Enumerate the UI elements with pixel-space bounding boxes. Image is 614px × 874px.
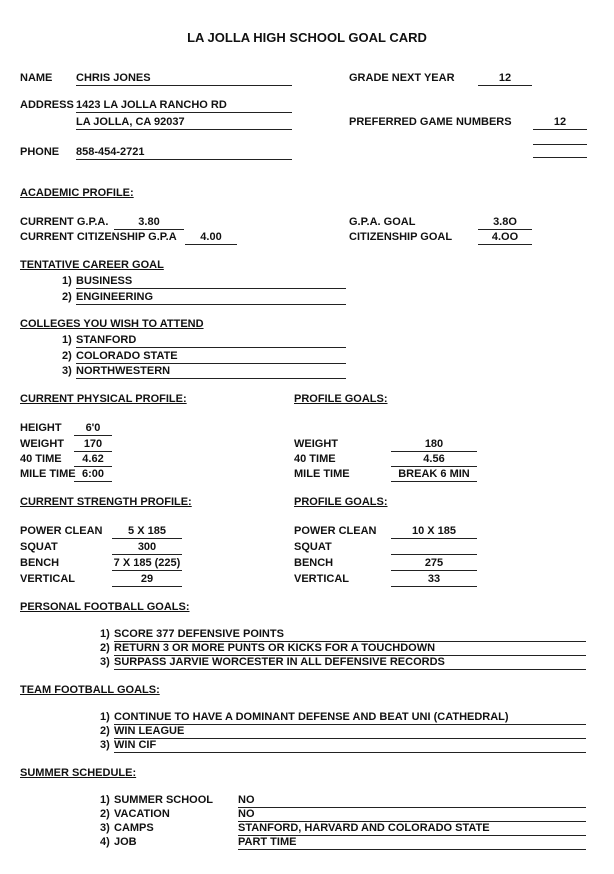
gpa-goal-label: G.P.A. GOAL — [349, 216, 416, 228]
personal-goal-2: RETURN 3 OR MORE PUNTS OR KICKS FOR A TOUCHDOWN — [114, 642, 586, 656]
squat-goal-label: SQUAT — [294, 541, 332, 553]
forty-time-value: 4.62 — [74, 453, 112, 467]
vacation-label: VACATION — [114, 808, 170, 820]
address-label: ADDRESS — [20, 99, 74, 111]
mile-time-goal-value: BREAK 6 MIN — [391, 468, 477, 482]
squat-label: SQUAT — [20, 541, 58, 553]
bench-goal-label: BENCH — [294, 557, 334, 569]
list-item-number: 3) — [100, 739, 110, 751]
team-goal-2: WIN LEAGUE — [114, 725, 586, 739]
weight-goal-value: 180 — [391, 438, 477, 452]
weight-label: WEIGHT — [20, 438, 64, 450]
height-value: 6'0 — [74, 422, 112, 436]
bench-label: BENCH — [20, 557, 60, 569]
physical-goals-heading: PROFILE GOALS: — [294, 393, 388, 405]
summer-school-value: NO — [238, 794, 586, 808]
page-title: LA JOLLA HIGH SCHOOL GOAL CARD — [187, 30, 427, 45]
vertical-value: 29 — [112, 573, 182, 587]
mile-time-goal-label: MILE TIME — [294, 468, 350, 480]
name-label: NAME — [20, 72, 53, 84]
career-goal-1: BUSINESS — [76, 275, 346, 289]
bench-value: 7 X 185 (225) — [113, 557, 181, 569]
address-line1: 1423 LA JOLLA RANCHO RD — [76, 99, 292, 113]
strength-goals-heading: PROFILE GOALS: — [294, 496, 388, 508]
mile-time-value: 6:00 — [74, 468, 112, 482]
list-item-number: 2) — [100, 642, 110, 654]
list-item-number: 2) — [100, 808, 110, 820]
bench-goal-value: 275 — [391, 557, 477, 571]
list-item-number: 3) — [62, 365, 72, 377]
physical-heading: CURRENT PHYSICAL PROFILE: — [20, 393, 187, 405]
name-value: CHRIS JONES — [76, 72, 292, 86]
power-clean-value: 5 X 185 — [112, 525, 182, 539]
personal-goal-3: SURPASS JARVIE WORCESTER IN ALL DEFENSIVE RECORDS — [114, 656, 586, 670]
summer-school-label: SUMMER SCHOOL — [114, 794, 213, 806]
game-numbers-label: PREFERRED GAME NUMBERS — [349, 116, 512, 128]
strength-heading: CURRENT STRENGTH PROFILE: — [20, 496, 192, 508]
forty-time-goal-label: 40 TIME — [294, 453, 336, 465]
list-item-number: 1) — [62, 275, 72, 287]
game-numbers-value: 12 — [533, 116, 587, 130]
mile-time-label: MILE TIME — [20, 468, 76, 480]
personal-goal-1: SCORE 377 DEFENSIVE POINTS — [114, 628, 586, 642]
list-item-number: 2) — [62, 350, 72, 362]
power-clean-goal-value: 10 X 185 — [391, 525, 477, 539]
colleges-heading: COLLEGES YOU WISH TO ATTEND — [20, 318, 204, 330]
camps-label: CAMPS — [114, 822, 154, 834]
citizenship-label: CURRENT CITIZENSHIP G.P.A — [20, 231, 177, 243]
list-item-number: 2) — [100, 725, 110, 737]
weight-goal-label: WEIGHT — [294, 438, 338, 450]
job-value: PART TIME — [238, 836, 586, 850]
gpa-value: 3.80 — [114, 216, 184, 230]
team-goals-heading: TEAM FOOTBALL GOALS: — [20, 684, 160, 696]
gpa-label: CURRENT G.P.A. — [20, 216, 109, 228]
list-item-number: 1) — [100, 628, 110, 640]
squat-goal-value — [391, 541, 477, 555]
game-numbers-blank-line — [533, 157, 587, 158]
list-item-number: 1) — [100, 794, 110, 806]
college-3: NORTHWESTERN — [76, 365, 346, 379]
vertical-goal-label: VERTICAL — [294, 573, 349, 585]
squat-value: 300 — [112, 541, 182, 555]
summer-heading: SUMMER SCHEDULE: — [20, 767, 137, 779]
grade-value: 12 — [478, 72, 532, 86]
citizenship-goal-label: CITIZENSHIP GOAL — [349, 231, 453, 243]
vertical-label: VERTICAL — [20, 573, 75, 585]
forty-time-goal-value: 4.56 — [391, 453, 477, 467]
list-item-number: 2) — [62, 291, 72, 303]
power-clean-goal-label: POWER CLEAN — [294, 525, 377, 537]
college-2: COLORADO STATE — [76, 350, 346, 364]
team-goal-1: CONTINUE TO HAVE A DOMINANT DEFENSE AND BEAT UNI (CATHEDRAL) — [114, 711, 586, 725]
list-item-number: 3) — [100, 656, 110, 668]
weight-value: 170 — [74, 438, 112, 452]
address-line2: LA JOLLA, CA 92037 — [76, 116, 292, 130]
gpa-goal-value: 3.8O — [478, 216, 532, 230]
vertical-goal-value: 33 — [391, 573, 477, 587]
grade-label: GRADE NEXT YEAR — [349, 72, 455, 84]
team-goal-3: WIN CIF — [114, 739, 586, 753]
citizenship-value: 4.00 — [185, 231, 237, 245]
game-numbers-blank-line — [533, 144, 587, 145]
camps-value: STANFORD, HARVARD AND COLORADO STATE — [238, 822, 586, 836]
career-goal-2: ENGINEERING — [76, 291, 346, 305]
list-item-number: 1) — [62, 334, 72, 346]
career-heading: TENTATIVE CAREER GOAL — [20, 259, 164, 271]
phone-value: 858-454-2721 — [76, 146, 292, 160]
forty-time-label: 40 TIME — [20, 453, 62, 465]
list-item-number: 1) — [100, 711, 110, 723]
vacation-value: NO — [238, 808, 586, 822]
phone-label: PHONE — [20, 146, 60, 158]
academic-heading: ACADEMIC PROFILE: — [20, 187, 134, 199]
college-1: STANFORD — [76, 334, 346, 348]
power-clean-label: POWER CLEAN — [20, 525, 103, 537]
list-item-number: 3) — [100, 822, 110, 834]
citizenship-goal-value: 4.OO — [478, 231, 532, 245]
height-label: HEIGHT — [20, 422, 62, 434]
job-label: JOB — [114, 836, 137, 848]
personal-goals-heading: PERSONAL FOOTBALL GOALS: — [20, 601, 190, 613]
list-item-number: 4) — [100, 836, 110, 848]
